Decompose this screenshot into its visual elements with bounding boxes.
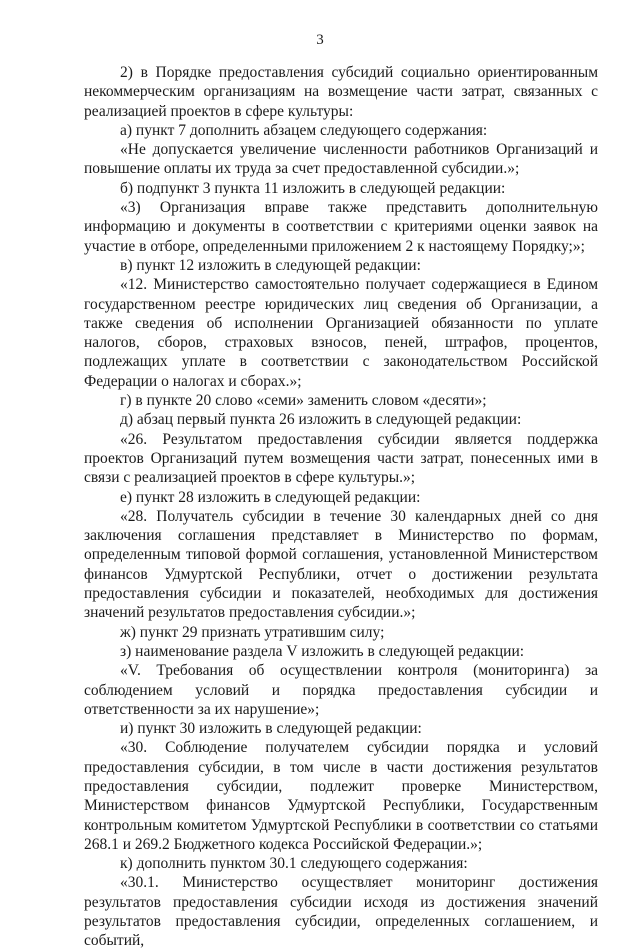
paragraph-2zh: ж) пункт 29 признать утратившим силу; <box>120 623 385 641</box>
paragraph-2k: к) дополнить пунктом 30.1 следующего содержания: <box>120 855 468 873</box>
paragraph-2a: а) пункт 7 дополнить абзацем следующего содержания: <box>120 121 488 139</box>
page-number: 3 <box>316 32 324 48</box>
paragraph-2d: д) абзац первый пункта 26 изложить в следующей редакции: <box>120 411 522 429</box>
paragraph-2b-text: «3) Организация вправе также представить дополнительную информацию и документы в соответствии с критериями оценки заявок на участие в отборе, определенными приложением 2 к настоящему Порядку;»; <box>84 199 598 255</box>
document-body <box>84 63 598 951</box>
paragraph-2i: и) пункт 30 изложить в следующей редакции: <box>120 720 422 738</box>
paragraph-2g: г) в пункте 20 слово «семи» заменить словом «десяти»; <box>120 392 487 410</box>
paragraph-2b: б) подпункт 3 пункта 11 изложить в следующей редакции: <box>120 179 506 197</box>
paragraph-2z-text: «V. Требования об осуществлении контроля (мониторинга) за соблюдением условий и порядка предоставления субсидии и ответственности за их нарушение»; <box>84 662 598 718</box>
paragraph-2k-text: «30.1. Министерство осуществляет мониторинг достижения результатов предоставления субсидии исходя из достижения значений результатов предоставления субсидии, определенных соглашением, и событий, <box>84 874 598 950</box>
paragraph-2i-text: «30. Соблюдение получателем субсидии порядка и условий предоставления субсидии, в том числе в части достижения результатов предоставления субсидии, подлежит проверке Министерством, Министерством финансов Удмуртской Республики, Государственным контрольным комитетом Удмуртской Республики в соответствии со статьями 268.1 и 269.2 Бюджетного кодекса Российской Федерации.»; <box>84 739 598 853</box>
paragraph-2v-text: «12. Министерство самостоятельно получает содержащиеся в Едином государственном реестре юридических лиц сведения об Организации, а также сведения об исполнении Организацией обязанности по уплате налогов, сборов, страховых взносов, пеней, штрафов, процентов, подлежащих уплате в соответствии с законодательством Российской Федерации о налогах и сборах.»; <box>84 276 598 390</box>
paragraph-2v: в) пункт 12 изложить в следующей редакции: <box>120 256 421 274</box>
paragraph-2z: з) наименование раздела V изложить в следующей редакции: <box>120 642 525 660</box>
paragraph-2: 2) в Порядке предоставления субсидий социально ориентированным некоммерческим организациям на возмещение части затрат, связанных с реализацией проектов в сфере культуры: <box>84 64 598 120</box>
paragraph-2d-text: «26. Результатом предоставления субсидии является поддержка проектов Организаций путем возмещения части затрат, понесенных ими в связи с реализацией проектов в сфере культуры.»; <box>84 430 598 487</box>
paragraph-2e: е) пункт 28 изложить в следующей редакции: <box>120 488 421 506</box>
paragraph-2e-text: «28. Получатель субсидии в течение 30 календарных дней со дня заключения соглашения представляет в Министерство по формам, определенным типовой формой соглашения, установленной Министерством финансов Удмуртской Республики, отчет о достижении результата предоставления субсидии и показателей, необходимых для достижения значений результатов предоставления субсидии.»; <box>84 507 598 622</box>
paragraph-2a-text: «Не допускается увеличение численности работников Организаций и повышение оплаты их труда за счет предоставленной субсидии.»; <box>84 141 598 178</box>
